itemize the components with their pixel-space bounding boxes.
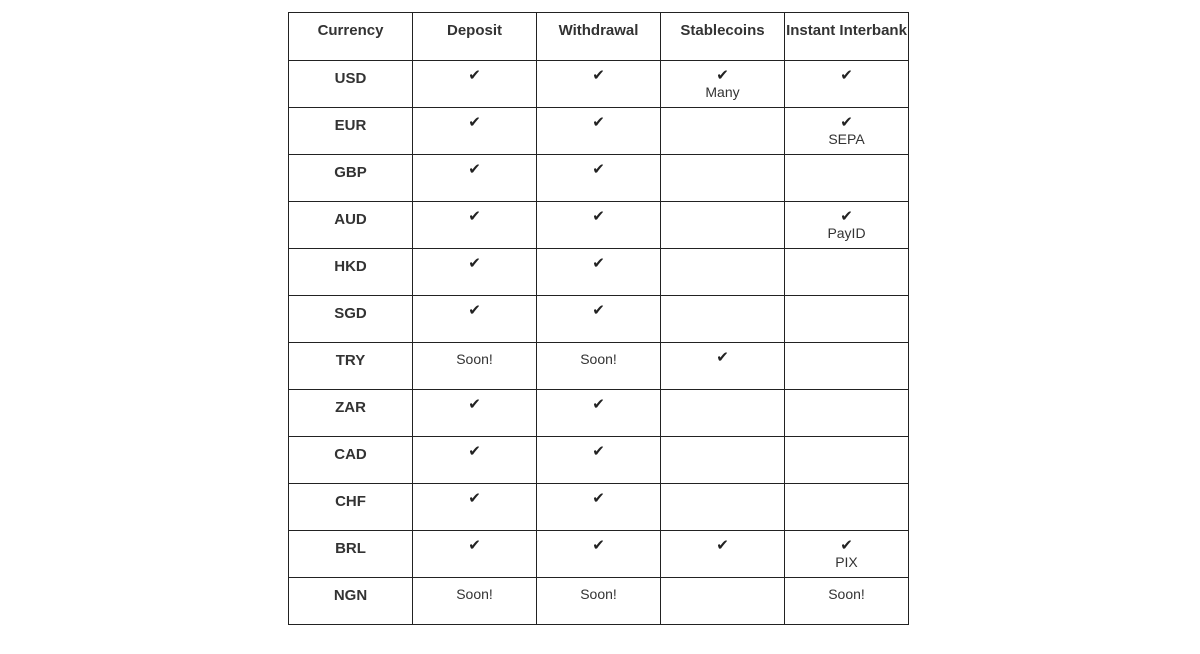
currency-code: CAD	[334, 446, 367, 463]
deposit-cell	[413, 296, 537, 343]
check-mark-icon: ✔	[592, 443, 605, 460]
withdrawal-cell	[537, 437, 661, 484]
check-mark-icon: ✔	[592, 396, 605, 413]
instant-interbank-cell	[785, 61, 909, 108]
withdrawal-cell	[537, 249, 661, 296]
stablecoins-cell	[661, 202, 785, 249]
table-row	[289, 108, 909, 155]
check-mark-icon: ✔	[840, 67, 853, 84]
withdrawal-cell	[537, 61, 661, 108]
withdrawal-cell	[537, 202, 661, 249]
stablecoins-cell	[661, 437, 785, 484]
table-row	[289, 531, 909, 578]
status-text: Soon!	[456, 586, 493, 602]
check-mark-icon: ✔	[468, 302, 481, 319]
status-text: Soon!	[828, 586, 865, 602]
header-deposit: Deposit	[413, 13, 537, 61]
check-mark-icon: ✔	[468, 114, 481, 131]
header-currency: Currency	[289, 13, 413, 61]
check-mark-icon: ✔	[468, 161, 481, 178]
instant-interbank-cell	[785, 202, 909, 249]
stablecoins-cell	[661, 61, 785, 108]
deposit-cell	[413, 390, 537, 437]
instant-interbank-cell	[785, 390, 909, 437]
table-row	[289, 343, 909, 390]
withdrawal-cell	[537, 484, 661, 531]
stablecoins-cell	[661, 108, 785, 155]
deposit-cell	[413, 61, 537, 108]
header-withdrawal: Withdrawal	[537, 13, 661, 61]
check-mark-icon: ✔	[468, 537, 481, 554]
currency-code: NGN	[333, 587, 368, 604]
check-mark-icon: ✔	[592, 208, 605, 225]
check-mark-icon: ✔	[468, 67, 481, 84]
stablecoins-cell	[661, 296, 785, 343]
status-text: Soon!	[580, 586, 617, 602]
instant-interbank-cell	[785, 249, 909, 296]
table-row	[289, 296, 909, 343]
instant-interbank-cell	[785, 531, 909, 578]
check-mark-icon: ✔	[468, 208, 481, 225]
check-mark-icon: ✔	[592, 67, 605, 84]
currency-code: AUD	[334, 211, 367, 228]
check-mark-icon: ✔	[840, 208, 853, 225]
currency-cell	[289, 296, 413, 343]
check-mark-icon: ✔	[716, 349, 729, 366]
cell-note: SEPA	[828, 131, 865, 147]
check-mark-icon: ✔	[716, 67, 729, 84]
check-mark-icon: ✔	[592, 302, 605, 319]
withdrawal-cell	[537, 155, 661, 202]
check-mark-icon: ✔	[468, 255, 481, 272]
check-mark-icon: ✔	[592, 161, 605, 178]
header-stablecoins: Stablecoins	[661, 13, 785, 61]
table-row	[289, 249, 909, 296]
deposit-cell	[413, 578, 537, 625]
table-row	[289, 61, 909, 108]
currency-code: SGD	[334, 305, 367, 322]
currency-cell	[289, 390, 413, 437]
check-mark-icon: ✔	[468, 490, 481, 507]
withdrawal-cell	[537, 390, 661, 437]
stablecoins-cell	[661, 155, 785, 202]
instant-interbank-cell	[785, 108, 909, 155]
instant-interbank-cell	[785, 155, 909, 202]
check-mark-icon: ✔	[468, 396, 481, 413]
instant-interbank-cell	[785, 578, 909, 625]
check-mark-icon: ✔	[840, 537, 853, 554]
stablecoins-cell	[661, 484, 785, 531]
check-mark-icon: ✔	[592, 114, 605, 131]
withdrawal-cell	[537, 108, 661, 155]
currency-cell	[289, 249, 413, 296]
table-row	[289, 437, 909, 484]
currency-support-table	[288, 12, 909, 625]
instant-interbank-cell	[785, 343, 909, 390]
currency-cell	[289, 578, 413, 625]
stablecoins-cell	[661, 343, 785, 390]
currency-cell	[289, 343, 413, 390]
currency-code: TRY	[335, 352, 366, 369]
currency-code: BRL	[335, 540, 366, 557]
currency-cell	[289, 437, 413, 484]
stablecoins-cell	[661, 531, 785, 578]
currency-cell	[289, 531, 413, 578]
deposit-cell	[413, 531, 537, 578]
currency-code: CHF	[335, 493, 366, 510]
instant-interbank-cell	[785, 296, 909, 343]
check-mark-icon: ✔	[468, 443, 481, 460]
check-mark-icon: ✔	[592, 490, 605, 507]
cell-note: PayID	[827, 225, 866, 241]
header-instant-interbank: Instant Interbank	[785, 13, 909, 61]
withdrawal-cell	[537, 531, 661, 578]
table-row	[289, 578, 909, 625]
withdrawal-cell	[537, 343, 661, 390]
cell-note: Many	[705, 84, 740, 100]
status-text: Soon!	[580, 351, 617, 367]
table-row	[289, 155, 909, 202]
deposit-cell	[413, 155, 537, 202]
deposit-cell	[413, 343, 537, 390]
currency-code: GBP	[334, 164, 367, 181]
currency-cell	[289, 155, 413, 202]
currency-cell	[289, 61, 413, 108]
status-text: Soon!	[456, 351, 493, 367]
table-row	[289, 202, 909, 249]
deposit-cell	[413, 437, 537, 484]
check-mark-icon: ✔	[592, 537, 605, 554]
deposit-cell	[413, 202, 537, 249]
check-mark-icon: ✔	[716, 537, 729, 554]
stablecoins-cell	[661, 390, 785, 437]
table-row	[289, 390, 909, 437]
table-header-row	[289, 13, 909, 61]
currency-cell	[289, 108, 413, 155]
currency-code: USD	[334, 70, 367, 87]
check-mark-icon: ✔	[840, 114, 853, 131]
currency-code: ZAR	[335, 399, 366, 416]
instant-interbank-cell	[785, 437, 909, 484]
deposit-cell	[413, 484, 537, 531]
cell-note: PIX	[835, 554, 858, 570]
check-mark-icon: ✔	[592, 255, 605, 272]
table-body	[289, 61, 909, 625]
stablecoins-cell	[661, 249, 785, 296]
currency-code: HKD	[334, 258, 367, 275]
currency-cell	[289, 202, 413, 249]
withdrawal-cell	[537, 296, 661, 343]
deposit-cell	[413, 249, 537, 296]
deposit-cell	[413, 108, 537, 155]
instant-interbank-cell	[785, 484, 909, 531]
stablecoins-cell	[661, 578, 785, 625]
currency-code: EUR	[334, 117, 367, 134]
withdrawal-cell	[537, 578, 661, 625]
table-row	[289, 484, 909, 531]
currency-cell	[289, 484, 413, 531]
